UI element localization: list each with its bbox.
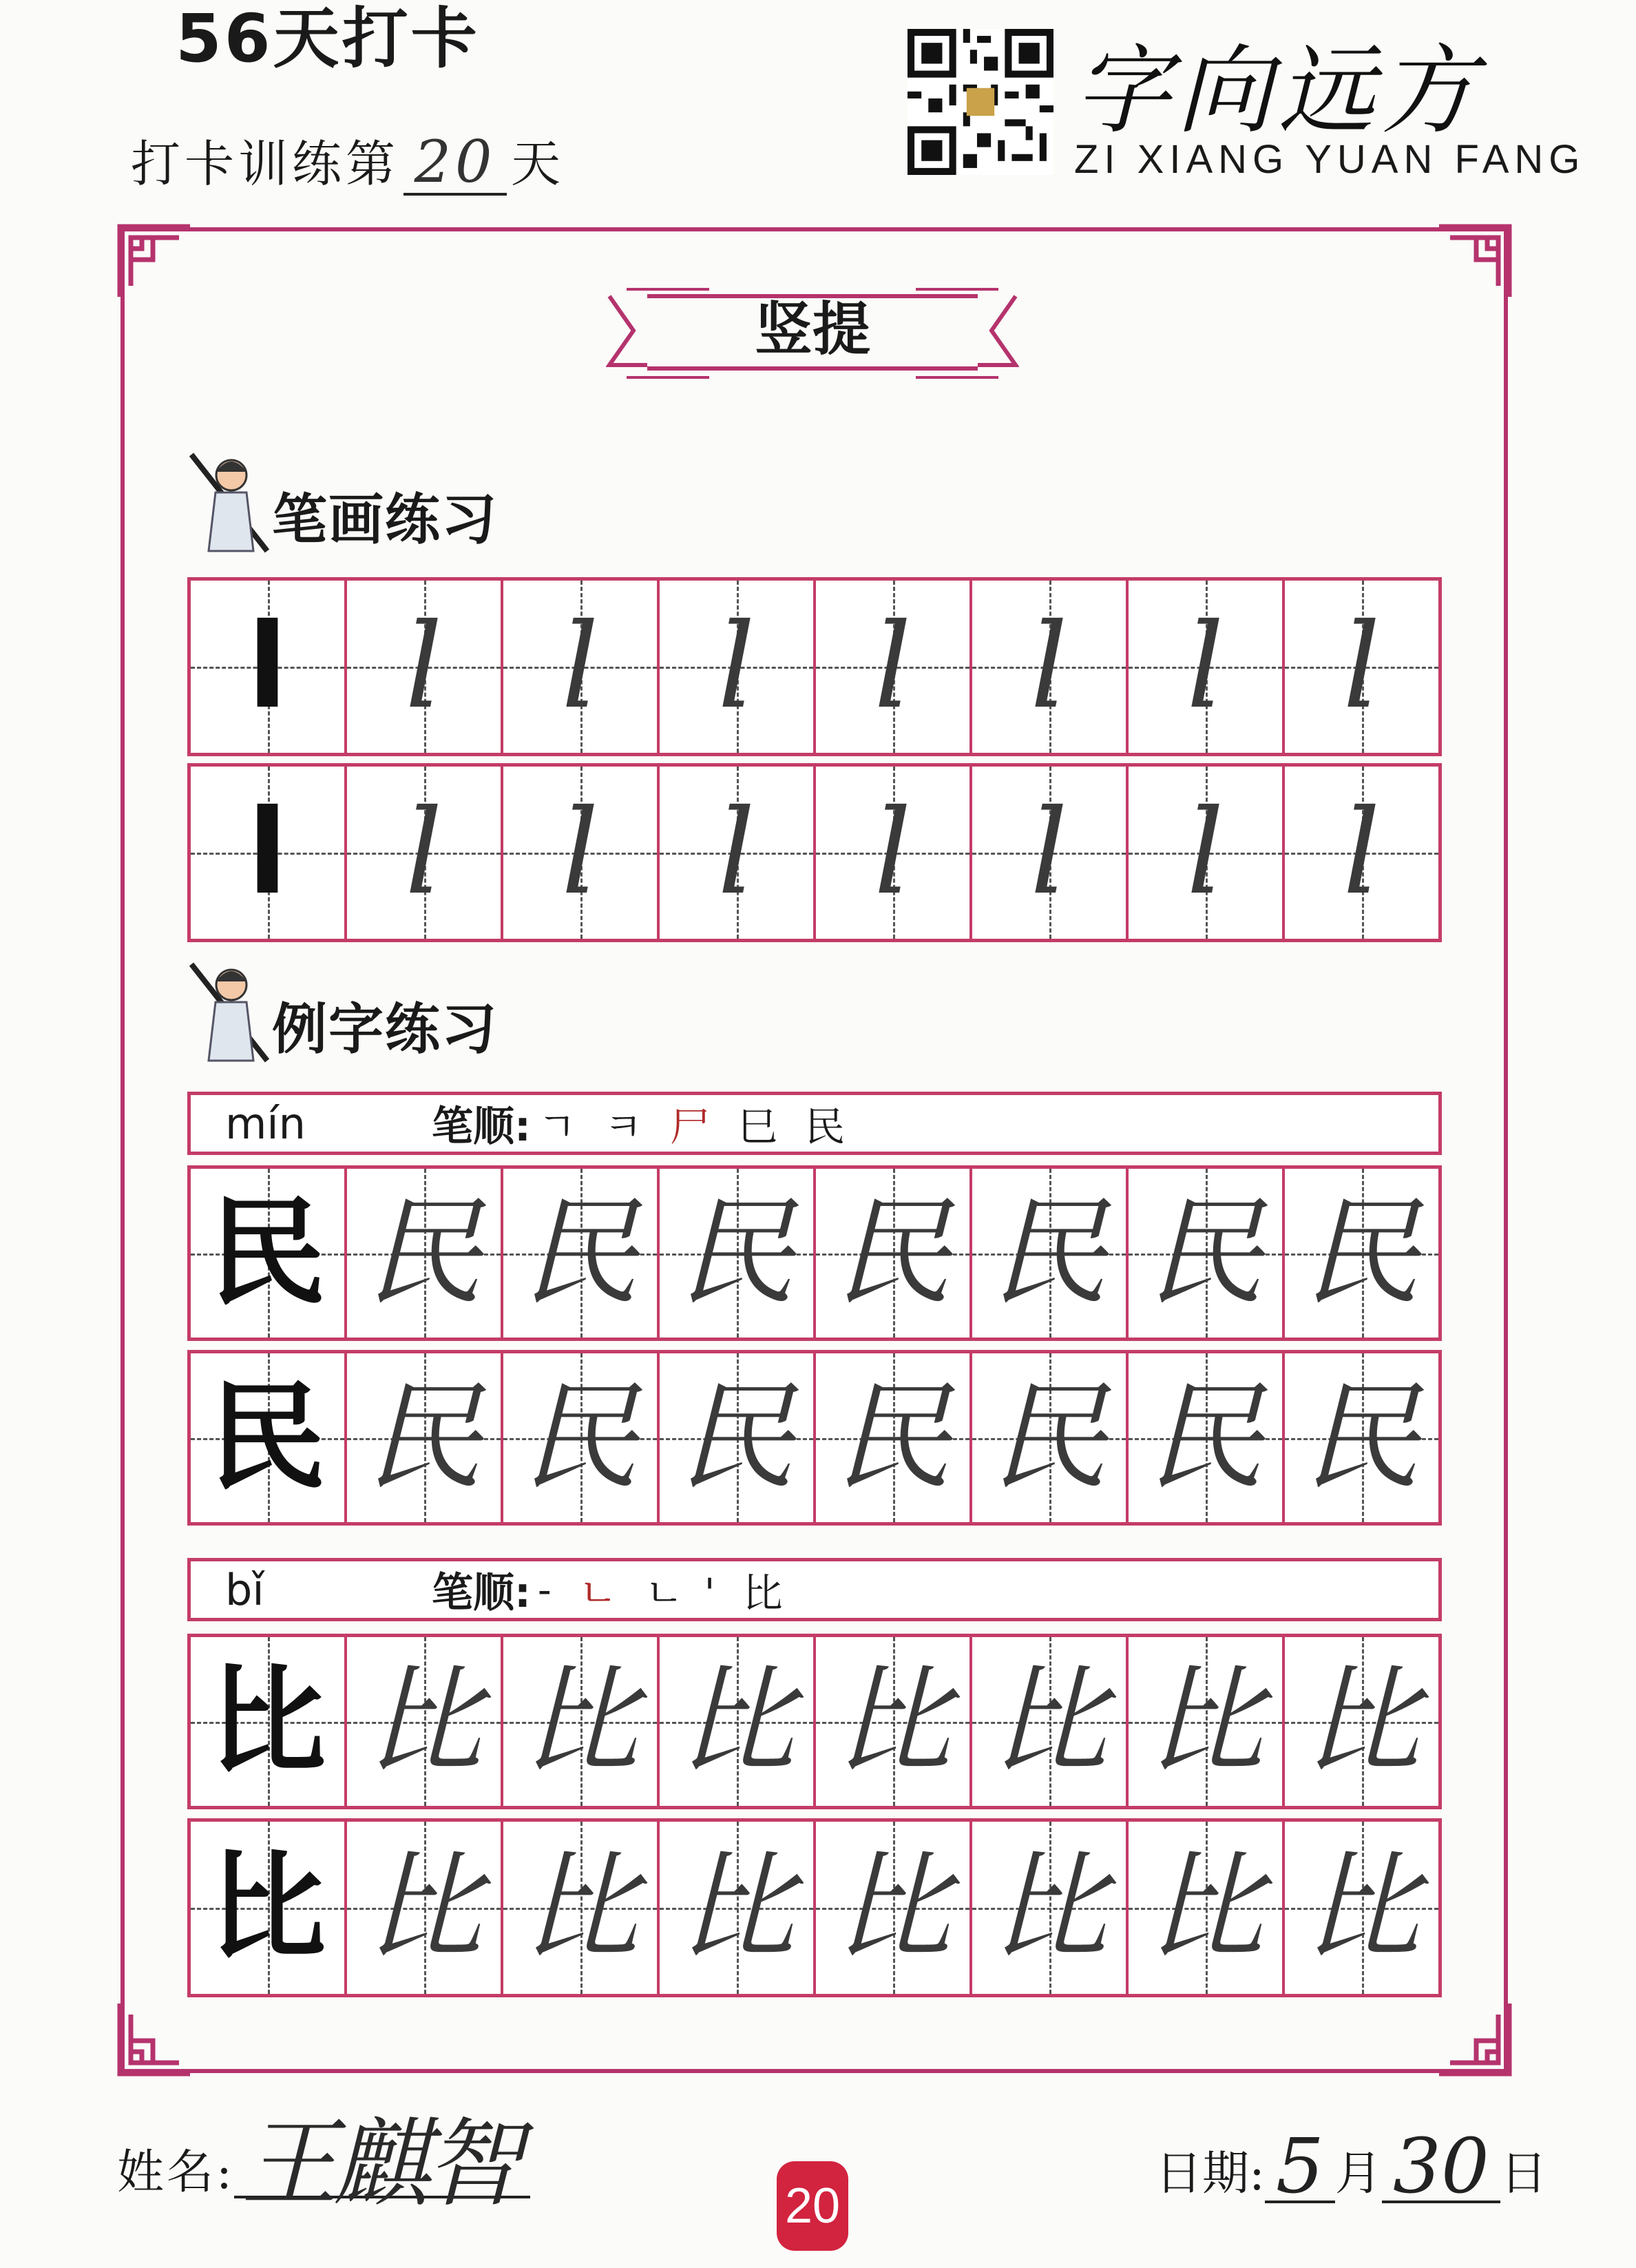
practice-cell[interactable] xyxy=(347,1169,503,1338)
practice-cell[interactable] xyxy=(191,1353,347,1522)
handwritten-char: 比 xyxy=(1146,1840,1264,1976)
practice-cell[interactable] xyxy=(972,581,1129,753)
handwritten-stroke: l xyxy=(405,599,443,735)
practice-cell[interactable] xyxy=(660,767,816,939)
handwritten-stroke: l xyxy=(1030,599,1068,735)
practice-cell[interactable] xyxy=(503,581,660,753)
practice-cell[interactable] xyxy=(503,767,660,939)
handwritten-char: 比 xyxy=(678,1840,795,1976)
handwritten-char: 比 xyxy=(521,1840,639,1976)
practice-cell[interactable] xyxy=(503,1169,660,1338)
handwritten-stroke: l xyxy=(874,784,912,921)
campaign-title: 56天打卡 xyxy=(176,0,480,77)
practice-cell[interactable] xyxy=(1129,1353,1285,1522)
practice-cell[interactable] xyxy=(816,1169,972,1338)
practice-cell[interactable] xyxy=(972,1353,1129,1522)
handwritten-char: 比 xyxy=(365,1653,483,1790)
stroke-order-step: - xyxy=(538,1566,572,1613)
handwritten-char: 民 xyxy=(834,1369,952,1506)
practice-cell[interactable] xyxy=(503,1637,660,1806)
stroke-order-step: ㄴ xyxy=(578,1570,638,1616)
handwritten-stroke: l xyxy=(1343,599,1381,735)
date-field xyxy=(1155,2122,1547,2210)
handwritten-char: 比 xyxy=(678,1653,795,1790)
handwritten-char: 比 xyxy=(521,1653,639,1790)
handwritten-char: 民 xyxy=(521,1185,639,1322)
practice-cell[interactable] xyxy=(191,1169,347,1338)
practice-cell[interactable] xyxy=(347,767,503,939)
checkin-suffix: 天 xyxy=(511,135,565,193)
model-char: 比 xyxy=(209,1840,326,1976)
handwritten-stroke: l xyxy=(717,784,755,921)
scholar-figure-icon xyxy=(185,957,274,1068)
practice-cell[interactable] xyxy=(972,1169,1129,1338)
practice-cell[interactable] xyxy=(660,1169,816,1338)
handwritten-char: 民 xyxy=(1146,1369,1264,1506)
model-char: 比 xyxy=(209,1653,326,1790)
handwritten-char: 民 xyxy=(1146,1185,1264,1322)
practice-cell[interactable] xyxy=(191,767,347,939)
model-char: 民 xyxy=(209,1369,326,1506)
stroke-order-step: ㅋ xyxy=(604,1103,664,1150)
practice-cell[interactable] xyxy=(1285,1353,1438,1522)
practice-cell[interactable] xyxy=(816,1353,972,1522)
pinyin: mín xyxy=(225,1098,306,1149)
handwritten-char: 民 xyxy=(1303,1369,1420,1506)
handwritten-char: 比 xyxy=(990,1840,1108,1976)
char-info-bar-bi xyxy=(187,1558,1442,1621)
date-month[interactable]: 5 xyxy=(1265,2132,1335,2203)
brand-name: 字向远方 xyxy=(1074,35,1482,147)
practice-cell[interactable] xyxy=(1285,1169,1438,1338)
frame-corner-ornament xyxy=(117,224,193,300)
handwritten-char: 民 xyxy=(365,1369,483,1506)
handwritten-char: 比 xyxy=(365,1840,483,1976)
checkin-prefix: 打卡训练第 xyxy=(131,135,400,193)
char-practice-row-bi-1 xyxy=(187,1634,1442,1809)
practice-cell[interactable] xyxy=(347,1353,503,1522)
practice-cell[interactable] xyxy=(1285,1637,1438,1806)
practice-cell[interactable] xyxy=(660,1353,816,1522)
practice-cell[interactable] xyxy=(1129,581,1285,753)
date-month-label: 月 xyxy=(1334,2147,1382,2201)
practice-cell[interactable] xyxy=(347,1637,503,1806)
handwritten-char: 比 xyxy=(834,1653,952,1790)
date-label: 日期: xyxy=(1155,2147,1265,2201)
pinyin: bǐ xyxy=(225,1564,264,1615)
practice-cell[interactable] xyxy=(1285,1822,1438,1994)
stroke-order-label: 笔顺: xyxy=(432,1569,531,1617)
page-number-badge: 20 xyxy=(777,2161,848,2251)
handwritten-stroke: l xyxy=(561,599,599,735)
handwritten-char: 民 xyxy=(365,1185,483,1322)
handwritten-char: 比 xyxy=(1146,1653,1264,1790)
handwritten-char: 民 xyxy=(521,1369,639,1506)
practice-cell[interactable] xyxy=(660,581,816,753)
handwritten-char: 比 xyxy=(834,1840,952,1976)
section-title-stroke-practice: 笔画练习 xyxy=(272,488,498,552)
model-stroke: l xyxy=(247,784,288,921)
stroke-order-step: ㄱ xyxy=(538,1103,598,1150)
handwritten-stroke: l xyxy=(1030,784,1068,921)
practice-cell[interactable] xyxy=(816,581,972,753)
char-practice-row-bi-2 xyxy=(187,1818,1442,1997)
practice-cell[interactable] xyxy=(191,581,347,753)
practice-cell[interactable] xyxy=(660,1637,816,1806)
checkin-day: 20 xyxy=(403,131,507,196)
practice-cell[interactable] xyxy=(972,1637,1129,1806)
stroke-name-title: 竖提 xyxy=(754,295,870,363)
handwritten-char: 民 xyxy=(678,1369,795,1506)
handwritten-stroke: l xyxy=(717,599,755,735)
practice-cell[interactable] xyxy=(816,767,972,939)
handwritten-stroke: l xyxy=(561,784,599,921)
handwritten-char: 比 xyxy=(1303,1653,1420,1790)
stroke-practice-row-2 xyxy=(187,763,1442,942)
practice-cell[interactable] xyxy=(1285,767,1438,939)
stroke-practice-row-1 xyxy=(187,577,1442,756)
char-info-bar-min xyxy=(187,1092,1442,1155)
frame-corner-ornament xyxy=(1436,224,1512,300)
handwritten-stroke: l xyxy=(874,599,912,735)
model-char: 民 xyxy=(209,1185,326,1322)
practice-cell[interactable] xyxy=(660,1822,816,1994)
checkin-line xyxy=(131,124,565,196)
practice-cell[interactable] xyxy=(191,1822,347,1994)
practice-cell[interactable] xyxy=(503,1353,660,1522)
practice-cell[interactable] xyxy=(972,1822,1129,1994)
stroke-order-step: 巳 xyxy=(737,1103,799,1150)
handwritten-char: 民 xyxy=(834,1185,952,1322)
char-practice-row-min-2 xyxy=(187,1350,1442,1526)
practice-cell[interactable] xyxy=(347,1822,503,1994)
practice-cell[interactable] xyxy=(1285,581,1438,753)
handwritten-char: 比 xyxy=(1303,1840,1420,1976)
stroke-order-label: 笔顺: xyxy=(432,1103,531,1151)
scholar-figure-icon xyxy=(185,448,274,558)
stroke-order-step: ㄴ' xyxy=(644,1570,736,1616)
stroke-order-step: 民 xyxy=(805,1103,866,1150)
stroke-order-step: 尸 xyxy=(670,1103,731,1150)
date-day[interactable]: 30 xyxy=(1382,2132,1500,2203)
handwritten-stroke: l xyxy=(405,784,443,921)
practice-cell[interactable] xyxy=(1129,1169,1285,1338)
practice-cell[interactable] xyxy=(816,1637,972,1806)
name-field[interactable]: 王麒智 xyxy=(241,2108,518,2220)
qr-code-icon xyxy=(908,29,1053,175)
practice-cell[interactable] xyxy=(1129,1637,1285,1806)
brand-pinyin: ZI XIANG YUAN FANG xyxy=(1074,137,1586,182)
handwritten-stroke: l xyxy=(1186,784,1224,921)
practice-cell[interactable] xyxy=(816,1822,972,1994)
practice-cell[interactable] xyxy=(1129,767,1285,939)
char-practice-row-min-1 xyxy=(187,1165,1442,1341)
stroke-order-step: 比 xyxy=(742,1570,804,1616)
handwritten-char: 民 xyxy=(990,1369,1108,1506)
handwritten-char: 民 xyxy=(990,1185,1108,1322)
handwritten-char: 民 xyxy=(1303,1185,1420,1322)
date-day-label: 日 xyxy=(1500,2147,1547,2201)
frame-corner-ornament xyxy=(1436,2001,1512,2077)
handwritten-stroke: l xyxy=(1343,784,1381,921)
model-stroke: l xyxy=(247,599,288,735)
handwritten-char: 比 xyxy=(990,1653,1108,1790)
handwritten-char: 民 xyxy=(678,1185,795,1322)
frame-corner-ornament xyxy=(117,2001,193,2077)
practice-cell[interactable] xyxy=(503,1822,660,1994)
practice-cell[interactable] xyxy=(972,767,1129,939)
section-title-char-practice: 例字练习 xyxy=(272,997,498,1061)
practice-cell[interactable] xyxy=(191,1637,347,1806)
practice-cell[interactable] xyxy=(1129,1822,1285,1994)
handwritten-stroke: l xyxy=(1186,599,1224,735)
practice-cell[interactable] xyxy=(347,581,503,753)
name-label: 姓名: xyxy=(117,2145,235,2200)
